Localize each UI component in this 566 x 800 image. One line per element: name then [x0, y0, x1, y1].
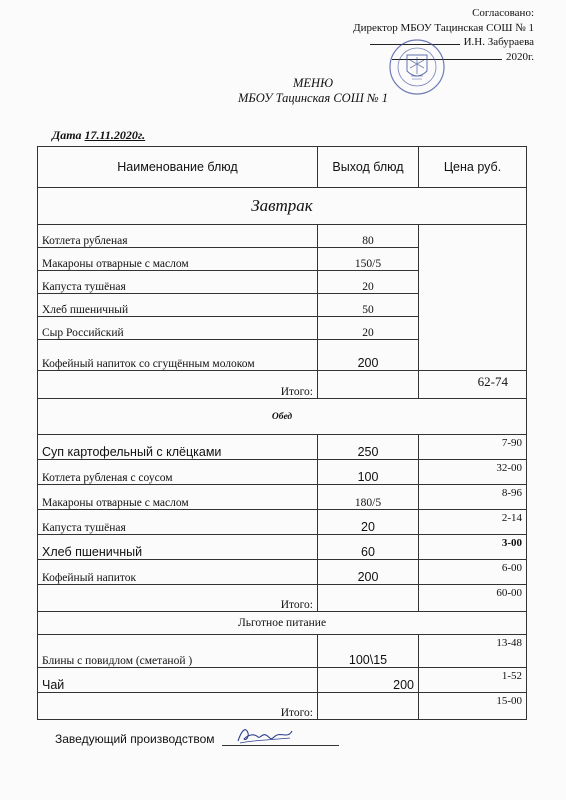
- menu-title: [0, 76, 566, 106]
- dish-price: 6-00: [419, 560, 527, 585]
- dish-output: 50: [318, 294, 419, 317]
- dish-output: 150/5: [318, 248, 419, 271]
- total-label: Итого:: [38, 693, 318, 720]
- preferential-title: Льготное питание: [38, 612, 527, 635]
- dish-price: 1-52: [419, 668, 527, 693]
- dish-output: 180/5: [318, 485, 419, 510]
- dish-output: 200: [318, 668, 419, 693]
- menu-heading: МЕНЮ: [293, 76, 333, 90]
- approval-label: Согласовано:: [472, 7, 534, 19]
- dish-price: 7-90: [419, 435, 527, 460]
- breakfast-section-row: [38, 188, 527, 225]
- header-dish-name: Наименование блюд: [38, 147, 318, 188]
- approval-year: 2020г.: [505, 50, 534, 63]
- menu-table: [37, 146, 527, 720]
- dish-name: Хлеб пшеничный: [38, 535, 318, 560]
- dish-price: 32-00: [419, 460, 527, 485]
- table-row: [38, 485, 527, 510]
- signature-line: [222, 733, 339, 746]
- dish-output: 20: [318, 317, 419, 340]
- dish-name: Капуста тушёная: [38, 271, 318, 294]
- lunch-total-row: [38, 585, 527, 612]
- total-output-cell: [318, 371, 419, 399]
- breakfast-total-row: [38, 371, 527, 399]
- header-output: Выход блюд: [318, 147, 419, 188]
- dish-name: Чай: [38, 668, 318, 693]
- lunch-title: Обед: [38, 399, 527, 435]
- dish-output: 60: [318, 535, 419, 560]
- table-row: [38, 560, 527, 585]
- total-output-cell: [318, 693, 419, 720]
- dish-name: Капуста тушёная: [38, 510, 318, 535]
- total-price: 60-00: [419, 585, 527, 612]
- dish-output: 200: [318, 340, 419, 371]
- dish-output: 20: [318, 271, 419, 294]
- preferential-total-row: [38, 693, 527, 720]
- table-row: [38, 225, 527, 248]
- handwritten-signature: [234, 723, 294, 747]
- preferential-section-row: [38, 612, 527, 635]
- table-header-row: [38, 147, 527, 188]
- footer-label: Заведующий производством: [55, 732, 215, 746]
- dish-name: Макароны отварные с маслом: [38, 248, 318, 271]
- breakfast-price-cell: [419, 225, 527, 371]
- dish-price: 13-48: [419, 635, 527, 668]
- dish-name: Котлета рубленая с соусом: [38, 460, 318, 485]
- dish-name: Кофейный напиток: [38, 560, 318, 585]
- date-line: [52, 128, 145, 143]
- dish-name: Котлета рубленая: [38, 225, 318, 248]
- table-row: [38, 435, 527, 460]
- total-price: 15-00: [419, 693, 527, 720]
- lunch-section-row: [38, 399, 527, 435]
- dish-price: 8-96: [419, 485, 527, 510]
- total-label: Итого:: [38, 585, 318, 612]
- school-name: МБОУ Тацинская СОШ № 1: [237, 91, 389, 105]
- dish-name: Хлеб пшеничный: [38, 294, 318, 317]
- total-label: Итого:: [38, 371, 318, 399]
- table-row: [38, 668, 527, 693]
- table-row: [38, 635, 527, 668]
- dish-price: 3-00: [419, 535, 527, 560]
- dish-output: 100: [318, 460, 419, 485]
- table-row: [38, 460, 527, 485]
- footer-signature: [55, 732, 339, 746]
- table-row: [38, 535, 527, 560]
- dish-output: 20: [318, 510, 419, 535]
- approval-position: Директор МБОУ Тацинская СОШ № 1: [353, 21, 534, 34]
- dish-price: 2-14: [419, 510, 527, 535]
- total-price: 62-74: [419, 371, 527, 399]
- table-row: [38, 510, 527, 535]
- dish-output: 80: [318, 225, 419, 248]
- dish-name: Блины с повидлом (сметаной ): [38, 635, 318, 668]
- total-output-cell: [318, 585, 419, 612]
- date-value: 17.11.2020г.: [84, 128, 146, 142]
- dish-output: 250: [318, 435, 419, 460]
- dish-name: Сыр Российский: [38, 317, 318, 340]
- dish-name: Кофейный напиток со сгущённым молоком: [38, 340, 318, 371]
- dish-output: 200: [318, 560, 419, 585]
- header-price: Цена руб.: [419, 147, 527, 188]
- dish-output: 100\15: [318, 635, 419, 668]
- breakfast-title: Завтрак: [38, 188, 527, 225]
- dish-name: Макароны отварные с маслом: [38, 485, 318, 510]
- approval-name: И.Н. Забураева: [463, 36, 534, 48]
- date-label: Дата: [52, 128, 82, 142]
- dish-name: Суп картофельный с клёцками: [38, 435, 318, 460]
